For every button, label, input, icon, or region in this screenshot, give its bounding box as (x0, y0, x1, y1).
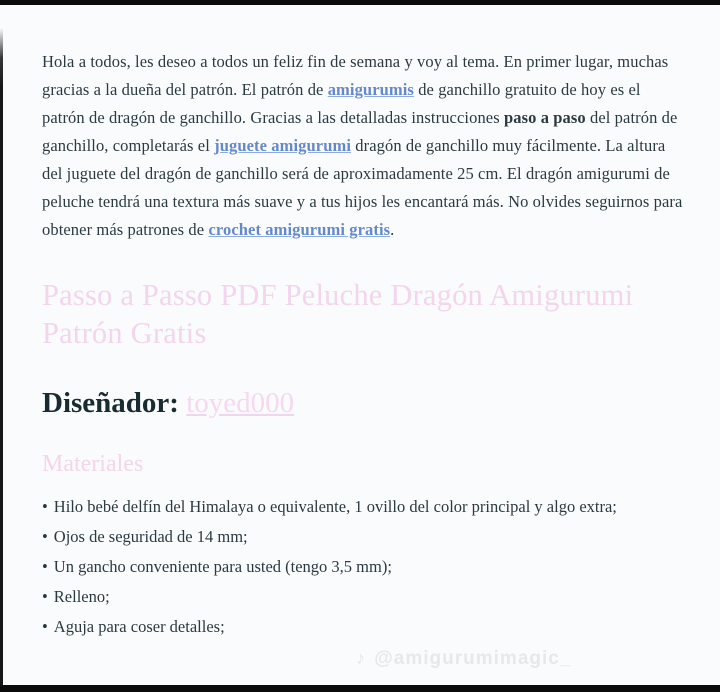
intro-paragraph (42, 48, 684, 244)
music-note-icon: ♪ (356, 648, 366, 668)
link-juguete-amigurumi[interactable]: juguete amigurumi (214, 136, 352, 155)
list-item (42, 492, 684, 522)
bullet-marker: • (42, 617, 48, 636)
text-run: . (390, 220, 395, 239)
list-item-text: Relleno; (53, 587, 110, 606)
text-run: de ganchillo gratuito de hoy es el patrón de dragón de ganchillo. Gracias a las detalladas instrucciones (42, 80, 641, 127)
watermark-handle: @amigurumimagic_ (374, 648, 572, 669)
materials-list (42, 492, 684, 642)
link-crochet-amigurumi-gratis[interactable]: crochet amigurumi gratis (208, 220, 391, 239)
bullet-marker: • (42, 587, 48, 606)
list-item (42, 612, 684, 642)
list-item (42, 552, 684, 582)
list-item-text: Hilo bebé delfín del Himalaya o equivalente, 1 ovillo del color principal y algo extra; (53, 497, 617, 516)
list-item (42, 582, 684, 612)
materials-heading: Materiales (42, 451, 144, 477)
list-item (42, 522, 684, 552)
link-amigurumis[interactable]: amigurumis (327, 80, 414, 99)
text-run: Hola a todos, les deseo a todos un feliz fin de semana y voy al tema. En primer lugar, muchas gracias a la dueña del patrón. El patrón de (42, 52, 669, 99)
watermark (356, 648, 571, 670)
article-content (42, 48, 684, 642)
text-run: dragón de ganchillo muy fácilmente. La altura del juguete del dragón de ganchillo será de aproximadamente 25 cm. El dragón amigurumi de peluche tendrá una textura más suave y a tus hijos les encantará más. No olvides seguirnos para obtener más patrones de (42, 136, 683, 239)
page-title: Passo a Passo PDF Peluche Dragón Amigurumi Patrón Gratis (42, 278, 634, 350)
list-item-text: Ojos de seguridad de 14 mm; (53, 527, 248, 546)
bullet-marker: • (42, 557, 48, 576)
list-item-text: Aguja para coser detalles; (53, 617, 225, 636)
designer-heading (42, 386, 684, 420)
bullet-marker: • (42, 527, 48, 546)
frame-left-edge (0, 28, 3, 685)
frame-bottom-bar (0, 685, 720, 692)
frame-top-bar (0, 0, 720, 5)
designer-link[interactable]: toyed000 (186, 387, 295, 419)
bullet-marker: • (42, 497, 48, 516)
text-run: paso a paso (503, 108, 586, 127)
list-item-text: Un gancho conveniente para usted (tengo 3,5 mm); (53, 557, 392, 576)
text-run: del patrón de ganchillo, completarás el (42, 108, 678, 155)
designer-label: Diseñador: (42, 387, 187, 419)
